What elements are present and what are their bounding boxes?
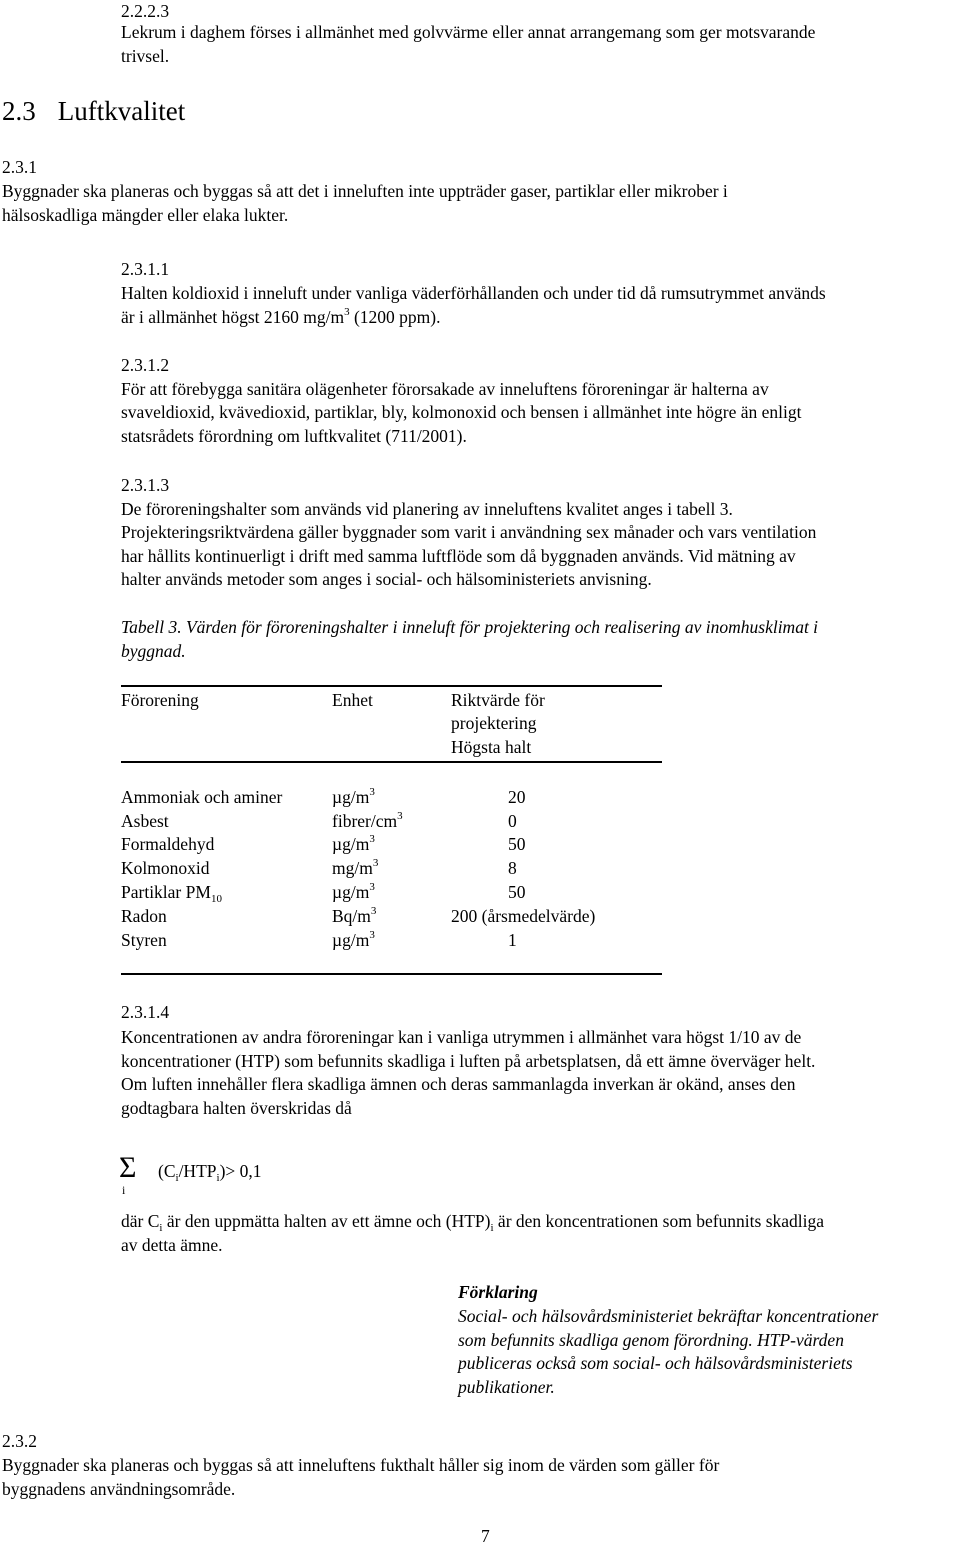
table-cell-unit: $\mu g/m^3$ <box>332 833 375 854</box>
table-header-unit: Enhet <box>332 690 373 710</box>
table-bottom-rule <box>121 973 662 975</box>
section-2-3-1-1-text-line-2: är i allmänhet högst 2160 $mg/m^3$ (1200 ppm). <box>121 306 441 327</box>
section-2-2-2-3-number: 2.2.2.3 <box>121 1 170 21</box>
section-2-3-1-4-number: 2.3.1.4 <box>121 1002 170 1022</box>
formula-explanation-line-2: av detta ämne. <box>121 1235 223 1255</box>
section-2-3-1-4-text-line-2: koncentrationer (HTP) som befunnits skadliga i luften på arbetsplatsen, då ett ämne överväger helt. <box>121 1051 816 1071</box>
section-2-3-1-4-text-line-4: godtagbara halten överskridas då <box>121 1098 352 1118</box>
section-2-3-1-3-text-line-4: halter används metoder som anges i social- och hälsoministeriets anvisning. <box>121 569 652 589</box>
section-2-3-1-2-text-line-1: För att förebygga sanitära olägenheter förorsakade av inneluftens föroreningar är halterna av <box>121 379 769 399</box>
table-cell-pollutant: Asbest <box>121 811 169 831</box>
section-2-3-2-text-line-2: byggnadens användningsområde. <box>2 1479 236 1499</box>
table-cell-unit: fibrer/$cm^3$ <box>332 810 403 831</box>
section-2-3-2-number: 2.3.2 <box>2 1431 37 1451</box>
table-header-guideline-line-2: projektering <box>451 713 537 733</box>
table-cell-pollutant: Partiklar $PM_{10}$ <box>121 882 222 905</box>
section-2-3-1-1-text-line-1: Halten koldioxid i inneluft under vanliga väderförhållanden och under tid då rumsutrymmet används <box>121 283 826 303</box>
table-cell-pollutant: Radon <box>121 906 167 926</box>
note-line-4: publikationer. <box>458 1377 555 1397</box>
table-3-caption-line-2: byggnad. <box>121 641 186 661</box>
formula-expression: $(C_i/HTP_i)> 0,1$ <box>158 1161 262 1184</box>
table-cell-value: 8 <box>508 858 517 878</box>
table-cell-value: 50 <box>508 882 526 902</box>
note-title: Förklaring <box>458 1282 538 1302</box>
table-cell-value: 1 <box>508 930 517 950</box>
page-number: 7 <box>481 1526 490 1546</box>
table-header-pollutant: Förorening <box>121 690 199 710</box>
table-cell-pollutant: Kolmonoxid <box>121 858 210 878</box>
section-2-3-1-text-line-2: hälsoskadliga mängder eller elaka lukter. <box>2 205 289 225</box>
table-cell-unit: $\mu g/m^3$ <box>332 881 375 902</box>
section-2-2-2-3-text-line-2: trivsel. <box>121 46 170 66</box>
section-2-3-title: Luftkvalitet <box>57 96 186 126</box>
table-header-guideline-line-1: Riktvärde för <box>451 690 545 710</box>
section-2-3-1-3-number: 2.3.1.3 <box>121 475 170 495</box>
note-line-1: Social- och hälsovårdsministeriet bekräftar koncentrationer <box>458 1306 879 1326</box>
table-cell-pollutant: Formaldehyd <box>121 834 215 854</box>
formula-explanation-line-1: där $C_i$ är den uppmätta halten av ett ämne och $(HTP)_i$ är den koncentrationen som befunnits skadliga <box>121 1211 825 1234</box>
section-2-3-1-3-text-line-2: Projekteringsriktvärdena gäller byggnader som varit i användning sex månader och vars ventilation <box>121 522 817 542</box>
note-line-2: som befunnits skadliga genom förordning. HTP-värden <box>458 1330 844 1350</box>
section-2-3-1-3-text-line-1: De föroreningshalter som används vid planering av inneluftens kvalitet anges i tabell 3. <box>121 499 733 519</box>
section-2-3-1-2-text-line-3: statsrådets förordning om luftkvalitet (711/2001). <box>121 426 467 446</box>
table-cell-value: 0 <box>508 811 517 831</box>
table-header-guideline-line-3: Högsta halt <box>451 737 532 757</box>
table-cell-unit: $Bq/m^3$ <box>332 905 377 926</box>
table-cell-value: 50 <box>508 834 526 854</box>
table-cell-pollutant: Ammoniak och aminer <box>121 787 283 807</box>
section-2-3-number: 2.3 <box>2 96 36 126</box>
section-2-3-1-text-line-1: Byggnader ska planeras och byggas så att det i inneluften inte uppträder gaser, partiklar eller mikrober i <box>2 181 728 201</box>
section-2-3-1-2-number: 2.3.1.2 <box>121 355 170 375</box>
note-line-3: publiceras också som social- och hälsovårdsministeriets <box>458 1353 853 1373</box>
section-2-3-1-1-number: 2.3.1.1 <box>121 259 170 279</box>
table-3-caption-line-1: Tabell 3. Värden för föroreningshalter i inneluft för projektering och realisering av inomhusklimat i <box>121 617 819 637</box>
section-2-3-1-2-text-line-2: svaveldioxid, kvävedioxid, partiklar, bly, kolmonoxid och bensen i allmänhet inte högre än enligt <box>121 402 802 422</box>
section-2-3-heading <box>2 96 185 126</box>
table-cell-value: 20 <box>508 787 526 807</box>
sigma-index: i <box>122 1183 126 1197</box>
section-2-3-1-4-text-line-1: Koncentrationen av andra föroreningar kan i vanliga utrymmen i allmänhet vara högst 1/10 av de <box>121 1027 802 1047</box>
table-top-rule <box>121 685 662 687</box>
table-cell-unit: $mg/m^3$ <box>332 857 379 878</box>
table-cell-value: 200 (årsmedelvärde) <box>451 906 596 926</box>
section-2-3-1-3-text-line-3: har hållits kontinuerligt i drift med samma luftflöde som då byggnaden används. Vid mätning av <box>121 546 796 566</box>
table-cell-pollutant: Styren <box>121 930 167 950</box>
sigma-symbol: Σ <box>119 1151 137 1184</box>
section-2-2-2-3-text-line-1: Lekrum i daghem förses i allmänhet med golvvärme eller annat arrangemang som ger motsvarande <box>121 22 816 42</box>
table-cell-unit: $\mu g/m^3$ <box>332 929 375 950</box>
table-header-rule <box>121 761 662 763</box>
table-cell-unit: $\mu g/m^3$ <box>332 786 375 807</box>
section-2-3-2-text-line-1: Byggnader ska planeras och byggas så att inneluftens fukthalt håller sig inom de värden som gäller för <box>2 1455 720 1475</box>
section-2-3-1-number: 2.3.1 <box>2 157 37 177</box>
section-2-3-1-4-text-line-3: Om luften innehåller flera skadliga ämnen och deras sammanlagda inverkan är okänd, anses den <box>121 1074 796 1094</box>
